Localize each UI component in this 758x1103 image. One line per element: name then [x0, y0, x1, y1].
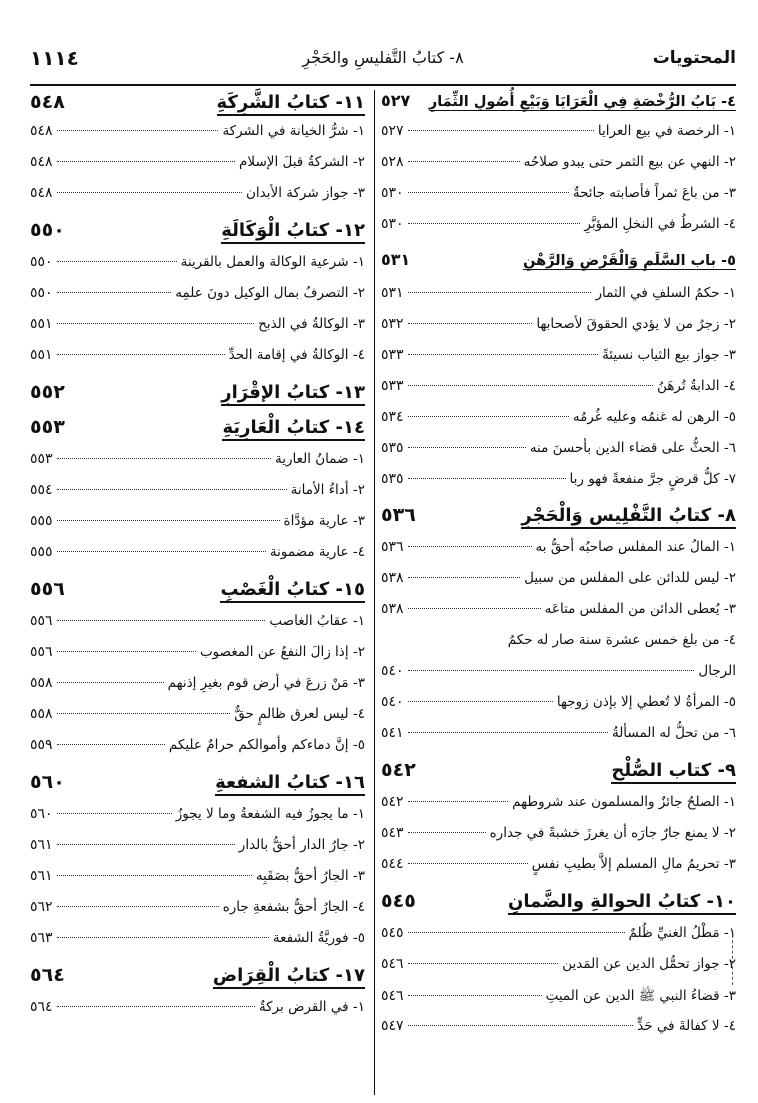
- toc-entry-title: ٥- المرأةُ لا تُعطي إلا بإذن زوجها: [556, 694, 736, 710]
- toc-chapter-heading: [30, 771, 365, 796]
- toc-dot-leader: [408, 416, 569, 417]
- toc-dot-leader: [408, 932, 625, 933]
- toc-entry-page: ٥٣٠: [381, 216, 404, 232]
- toc-entry: [30, 154, 365, 170]
- toc-entry-title: ٣- قضاءُ النبي ﷺ الدين عن الميتِ: [545, 988, 736, 1004]
- header-section-title: المحتويات: [652, 48, 736, 68]
- toc-entry: [381, 987, 736, 1007]
- toc-dot-leader: [408, 1025, 634, 1026]
- toc-entry-title: ٣- الوكالةُ في الذبح: [258, 316, 365, 332]
- toc-entry: [381, 471, 736, 487]
- column-divider: [374, 90, 375, 1095]
- toc-entry-page: ٥٥٦: [30, 644, 53, 660]
- toc-entry: [381, 570, 736, 586]
- toc-entry-page: ٥٤٥: [381, 890, 416, 912]
- toc-entry-page: ٥٢٨: [381, 154, 404, 170]
- toc-dot-leader: [408, 670, 695, 671]
- toc-entry-page: ٥٣٠: [381, 185, 404, 201]
- toc-dot-leader: [408, 995, 542, 996]
- toc-entry-page: ٥٦٤: [30, 999, 53, 1015]
- toc-entry-title: ٣- الجارُ أحقُّ بصَقَبِه: [255, 868, 365, 884]
- toc-dot-leader: [57, 354, 225, 355]
- toc-dot-leader: [408, 478, 566, 479]
- toc-dot-leader: [408, 608, 541, 609]
- toc-entry-title: ٤- الوكالةُ في إقامة الحدِّ: [228, 347, 365, 363]
- toc-entry: [30, 868, 365, 884]
- toc-dot-leader: [408, 701, 553, 702]
- toc-entry: [30, 806, 365, 822]
- toc-entry-page: ٥٥٩: [30, 737, 53, 753]
- toc-entry-title: ٢- النهي عن بيع الثمر حتى يبدو صلاحُه: [523, 154, 736, 170]
- toc-entry-page: ٥٤٨: [30, 154, 53, 170]
- toc-dot-leader: [408, 385, 653, 386]
- toc-entry-page: ٥٦١: [30, 868, 53, 884]
- toc-entry-page: ٥٦٠: [30, 806, 53, 822]
- toc-dot-leader: [408, 863, 528, 864]
- toc-entry-title: ٤- الجارُ أحقُّ بشفعةِ جاره: [222, 899, 365, 915]
- toc-entry-page: ٥٣٣: [381, 347, 404, 363]
- toc-entry-title: ١٥- كتابُ الْغَصْبِ: [220, 579, 365, 603]
- toc-entry: [381, 285, 736, 301]
- toc-entry: [381, 347, 736, 363]
- toc-entry-page: ٥٥١: [30, 347, 53, 363]
- toc-entry-page: ٥٤٠: [381, 663, 404, 679]
- toc-entry: [381, 316, 736, 332]
- toc-entry-title: ١- المالُ عند المفلس صاحبُه أحقُّ به: [535, 539, 736, 555]
- toc-entry-page: ٥٥٥: [30, 544, 53, 560]
- toc-entry-title: ٣- من باعَ ثمراً فأصابته جائحةٌ: [572, 185, 736, 201]
- toc-entry: [381, 694, 736, 710]
- toc-entry-page: ٥٥٨: [30, 706, 53, 722]
- toc-entry: [30, 513, 365, 529]
- toc-dot-leader: [57, 489, 287, 490]
- toc-entry: [381, 1018, 736, 1034]
- page-header: [30, 40, 736, 80]
- toc-entry-page: ٥٤٥: [381, 925, 404, 941]
- toc-chapter-heading: [30, 578, 365, 603]
- toc-entry: [30, 737, 365, 753]
- toc-dot-leader: [408, 130, 594, 131]
- toc-entry-title: ٥- الرهن له غنمُه وعليه غُرمُه: [572, 409, 736, 425]
- toc-entry-page: ٥٥٨: [30, 675, 53, 691]
- toc-entry: [381, 378, 736, 394]
- toc-chapter-heading: [30, 416, 365, 441]
- header-rule: [30, 84, 736, 86]
- toc-dot-leader: [57, 261, 177, 262]
- toc-entry-page: ٥٤٠: [381, 694, 404, 710]
- toc-entry-page: ٥٢٧: [381, 91, 411, 110]
- toc-entry-title: ١٧- كتابُ الْقِرَاضِ: [213, 965, 365, 989]
- toc-entry-page: ٥٦٤: [30, 964, 65, 986]
- toc-entry-page: ٥٣٨: [381, 570, 404, 586]
- margin-mark: [732, 935, 737, 985]
- toc-entry-title: ١٣- كتابُ الإقْرَارِ: [221, 382, 365, 406]
- toc-dot-leader: [408, 161, 520, 162]
- toc-entry-page: ٥٦٣: [30, 930, 53, 946]
- toc-dot-leader: [57, 682, 164, 683]
- toc-entry-page: ٥٥١: [30, 316, 53, 332]
- toc-entry-page: ٥٣١: [381, 250, 411, 269]
- toc-entry: [381, 725, 736, 741]
- toc-entry-title: ٤- عارية مضمونة: [269, 544, 365, 560]
- toc-dot-leader: [57, 192, 242, 193]
- toc-section-heading: [381, 91, 736, 111]
- toc-dot-leader: [408, 577, 521, 578]
- toc-entry-page: ٥٣٣: [381, 378, 404, 394]
- toc-entry-page: ٥٤٨: [30, 123, 53, 139]
- toc-entry-page: ٥٣٢: [381, 316, 404, 332]
- toc-entry-title: ٦- من تحلُّ له المسألةُ: [611, 725, 736, 741]
- toc-entry-title: ٧- كلُّ قرضٍ جرَّ منفعةً فهو ربا: [569, 471, 736, 487]
- toc-entry-title: ٢- أداءُ الأمانة: [290, 482, 365, 498]
- toc-entry-title: ١٤- كتابُ الْعَارِيَةِ: [222, 417, 365, 441]
- toc-entry-page: ٥٥٦: [30, 578, 65, 600]
- toc-entry-title: ٢- جارُ الدار أحقُّ بالدار: [238, 837, 365, 853]
- header-page-number: ١١١٤: [30, 46, 79, 70]
- toc-entry: [381, 539, 736, 555]
- toc-entry-title: ١- شرُّ الخيانة في الشركة: [222, 123, 365, 139]
- toc-dot-leader: [57, 937, 269, 938]
- header-running-title: ٨- كتابُ التَّفليسِ والحَجْرِ: [302, 48, 464, 67]
- toc-entry-page: ٥٣٦: [381, 504, 416, 526]
- toc-entry-title: ٤- من بلغ خمس عشرة سنة صار له حكمُ: [507, 632, 736, 648]
- toc-entry-title: ٢- التصرفُ بمال الوكيل دونَ علمِه: [175, 285, 365, 301]
- toc-entry: [381, 409, 736, 425]
- toc-entry-title: ١- في القرض بركةٌ: [258, 999, 365, 1015]
- toc-chapter-heading: [381, 759, 736, 784]
- toc-entry-title: ١- الرخصة في بيع العرايا: [597, 123, 736, 139]
- toc-entry-title: ٥- باب السَّلَمِ وَالْقَرْضِ وَالرَّهْنِ: [523, 253, 736, 269]
- toc-chapter-heading: [381, 890, 736, 915]
- toc-entry-page: ٥٥٠: [30, 285, 53, 301]
- toc-entry: [30, 482, 365, 498]
- toc-entry-title: ١- ما يجوزُ فيه الشفعةُ وما لا يجوزُ: [175, 806, 365, 822]
- toc-dot-leader: [57, 520, 280, 521]
- toc-entry-title: ٣- مَنْ زرعَ في أرض قوم بغيرِ إذنهم: [167, 675, 365, 691]
- toc-entry: [381, 956, 736, 972]
- toc-entry: [30, 123, 365, 139]
- toc-dot-leader: [408, 732, 608, 733]
- toc-entry-page: ٥٥٥: [30, 513, 53, 529]
- toc-entry-title: ٤- لا كفالةَ في حَدٍّ: [637, 1018, 736, 1034]
- toc-entry-page: ٥٤٣: [381, 825, 404, 841]
- toc-entry-title: ١- حكمُ السلفِ في الثمار: [595, 285, 736, 301]
- toc-entry-page: ٥٥٦: [30, 613, 53, 629]
- toc-entry-page: ٥٣٤: [381, 409, 404, 425]
- toc-dot-leader: [57, 292, 172, 293]
- toc-entry-title: ٢- ليس للدائن على المفلس من سبيل: [524, 570, 736, 586]
- toc-entry-page: ٥٣٦: [381, 539, 404, 555]
- toc-section-heading: [381, 250, 736, 270]
- toc-entry-title: ١٢- كتابُ الْوَكَالَةِ: [221, 220, 365, 244]
- toc-entry-title: ١٠- كتابُ الحوالةِ والضَّمانِ: [508, 891, 736, 915]
- toc-entry-page: ٥٤٦: [381, 956, 404, 972]
- toc-entry-page: ٥٤٨: [30, 185, 53, 201]
- toc-entry: [30, 613, 365, 629]
- toc-entry: [30, 644, 365, 660]
- toc-dot-leader: [408, 447, 526, 448]
- toc-entry-title: ١- الصلحُ جائزٌ والمسلمون عند شروطهم: [512, 794, 736, 810]
- toc-entry-title: ١- ضمانُ العارية: [274, 451, 365, 467]
- toc-dot-leader: [57, 906, 219, 907]
- toc-dot-leader: [57, 323, 255, 324]
- toc-entry-page: ٥٥٣: [30, 451, 53, 467]
- toc-entry: [381, 663, 736, 679]
- toc-dot-leader: [57, 744, 165, 745]
- toc-chapter-heading: [30, 219, 365, 244]
- toc-entry: [30, 899, 365, 915]
- toc-entry-page: ٥٦٢: [30, 899, 53, 915]
- toc-entry-page: ٥٣١: [381, 285, 404, 301]
- toc-entry-title: ٤- الدابةُ تُرهَنُ: [656, 378, 736, 394]
- toc-entry: [30, 285, 365, 301]
- toc-entry-title: ٢- الشركةُ قبلَ الإسلام: [239, 154, 365, 170]
- toc-entry-title: ٤- الشرطُ في النخلِ المؤبَّرِ: [584, 216, 736, 232]
- toc-entry-title: ٦- الحثُّ على قضاء الدين بأحسنَ منه: [529, 440, 736, 456]
- toc-dot-leader: [57, 130, 219, 131]
- toc-entry: [30, 254, 365, 270]
- toc-chapter-heading: [381, 504, 736, 529]
- toc-dot-leader: [408, 832, 486, 833]
- toc-dot-leader: [57, 713, 231, 714]
- toc-entry-page: ٥٤٢: [381, 759, 416, 781]
- toc-dot-leader: [57, 875, 252, 876]
- toc-entry: [381, 440, 736, 456]
- toc-entry-title: ٨- كتابُ التَّفْلِيسِ وَالْحَجْرِ: [521, 505, 736, 529]
- toc-entry-title: ٢- زجرُ من لا يؤدي الحقوقَ لأصحابها: [536, 316, 736, 332]
- toc-entry-title: ١١- كتابُ الشَّرِكَةِ: [217, 92, 365, 116]
- toc-dot-leader: [57, 161, 235, 162]
- toc-chapter-heading: [30, 964, 365, 989]
- toc-entry-page: ٥٢٧: [381, 123, 404, 139]
- toc-entry-page: ٥٣٥: [381, 440, 404, 456]
- toc-entry-title: ٣- يُعطى الدائن من المفلس متاعَه: [544, 601, 736, 617]
- toc-dot-leader: [57, 1006, 255, 1007]
- toc-entry: [30, 316, 365, 332]
- toc-entry: [381, 185, 736, 201]
- toc-entry: [381, 856, 736, 872]
- toc-entry-title: ٩- كتاب الصُّلْحِ: [611, 760, 736, 784]
- toc-entry-title: ٥- إنَّ دماءكم وأموالكم حرامٌ عليكم: [168, 737, 365, 753]
- toc-dot-leader: [408, 223, 581, 224]
- toc-entry-title: ٣- عارية مؤدَّاة: [283, 513, 365, 529]
- toc-entry-title: ٢- جواز تحمُّل الدين عن المَدين: [562, 956, 736, 972]
- toc-entry: [30, 837, 365, 853]
- toc-dot-leader: [408, 801, 509, 802]
- toc-entry-page: ٥٤٧: [381, 1018, 404, 1034]
- toc-entry: [381, 601, 736, 617]
- toc-entry: [30, 930, 365, 946]
- toc-entry-title: ١٦- كتابُ الشفعةِ: [215, 772, 365, 796]
- toc-entry-title: ٢- إذا زالَ النفعُ عن المغصوب: [199, 644, 365, 660]
- toc-entry-title: الرجال: [698, 663, 736, 679]
- toc-entry-page: ٥٥٤: [30, 482, 53, 498]
- toc-entry-page: ٥٣٥: [381, 471, 404, 487]
- toc-entry-page: ٥٥٣: [30, 416, 65, 438]
- toc-chapter-heading: [30, 91, 365, 116]
- toc-dot-leader: [57, 458, 271, 459]
- toc-chapter-heading: [30, 381, 365, 406]
- toc-entry-page: ٥٤٦: [381, 988, 404, 1004]
- toc-dot-leader: [57, 620, 266, 621]
- toc-entry: [381, 216, 736, 232]
- toc-dot-leader: [57, 551, 266, 552]
- toc-entry: [30, 675, 365, 691]
- toc-dot-leader: [57, 813, 172, 814]
- toc-dot-leader: [57, 651, 196, 652]
- toc-entry: [381, 632, 736, 648]
- toc-entry-title: ٢- لا يمنع جارٌ جارَه أن يغرزَ خشبةً في جداره: [489, 825, 736, 841]
- toc-entry-title: ٤- ليس لعرق ظالمٍ حقٌّ: [234, 706, 365, 722]
- toc-dot-leader: [408, 323, 533, 324]
- toc-entry: [30, 185, 365, 201]
- toc-entry-page: ٥٤٤: [381, 856, 404, 872]
- toc-dot-leader: [408, 192, 569, 193]
- toc-dot-leader: [408, 546, 532, 547]
- toc-entry: [381, 154, 736, 170]
- toc-entry-title: ٣- جواز بيع الثياب نسيئةً: [602, 347, 736, 363]
- toc-entry-title: ١- عقابُ الغاصب: [269, 613, 365, 629]
- toc-entry-title: ١- شرعية الوكالة والعمل بالقرينة: [180, 254, 365, 270]
- toc-entry-page: ٥٥٠: [30, 254, 53, 270]
- toc-entry: [381, 925, 736, 941]
- toc-entry: [381, 123, 736, 139]
- toc-entry-page: ٥٤٨: [30, 91, 65, 113]
- toc-entry-page: ٥٥٠: [30, 219, 65, 241]
- toc-entry: [30, 706, 365, 722]
- toc-entry-title: ١- مَطْلُ الغنيِّ ظُلمٌ: [628, 925, 736, 941]
- toc-dot-leader: [408, 354, 599, 355]
- toc-entry-page: ٥٤٢: [381, 794, 404, 810]
- toc-entry: [30, 451, 365, 467]
- toc-entry: [381, 794, 736, 810]
- toc-entry-title: ٤- بَابُ الرُّخْصَةِ فِي الْعَرَايَا وَبَيْعِ أُصُولِ الثِّمَارِ: [428, 94, 736, 110]
- toc-entry-page: ٥٤١: [381, 725, 404, 741]
- toc-entry-title: ٥- فوريَّةُ الشفعة: [272, 930, 365, 946]
- toc-entry: [381, 825, 736, 841]
- toc-dot-leader: [57, 844, 235, 845]
- toc-entry-title: ٣- تحريمُ مالِ المسلم إلاَّ بطيبِ نفسٍ: [531, 856, 736, 872]
- toc-entry-page: ٥٦٠: [30, 771, 65, 793]
- toc-entry: [30, 999, 365, 1015]
- toc-entry-page: ٥٣٨: [381, 601, 404, 617]
- toc-entry: [30, 544, 365, 560]
- toc-entry-title: ٣- جواز شركة الأبدان: [246, 185, 365, 201]
- toc-entry-page: ٥٥٢: [30, 381, 65, 403]
- toc-dot-leader: [408, 963, 559, 964]
- toc-entry-page: ٥٦١: [30, 837, 53, 853]
- toc-dot-leader: [408, 292, 592, 293]
- toc-entry: [30, 347, 365, 363]
